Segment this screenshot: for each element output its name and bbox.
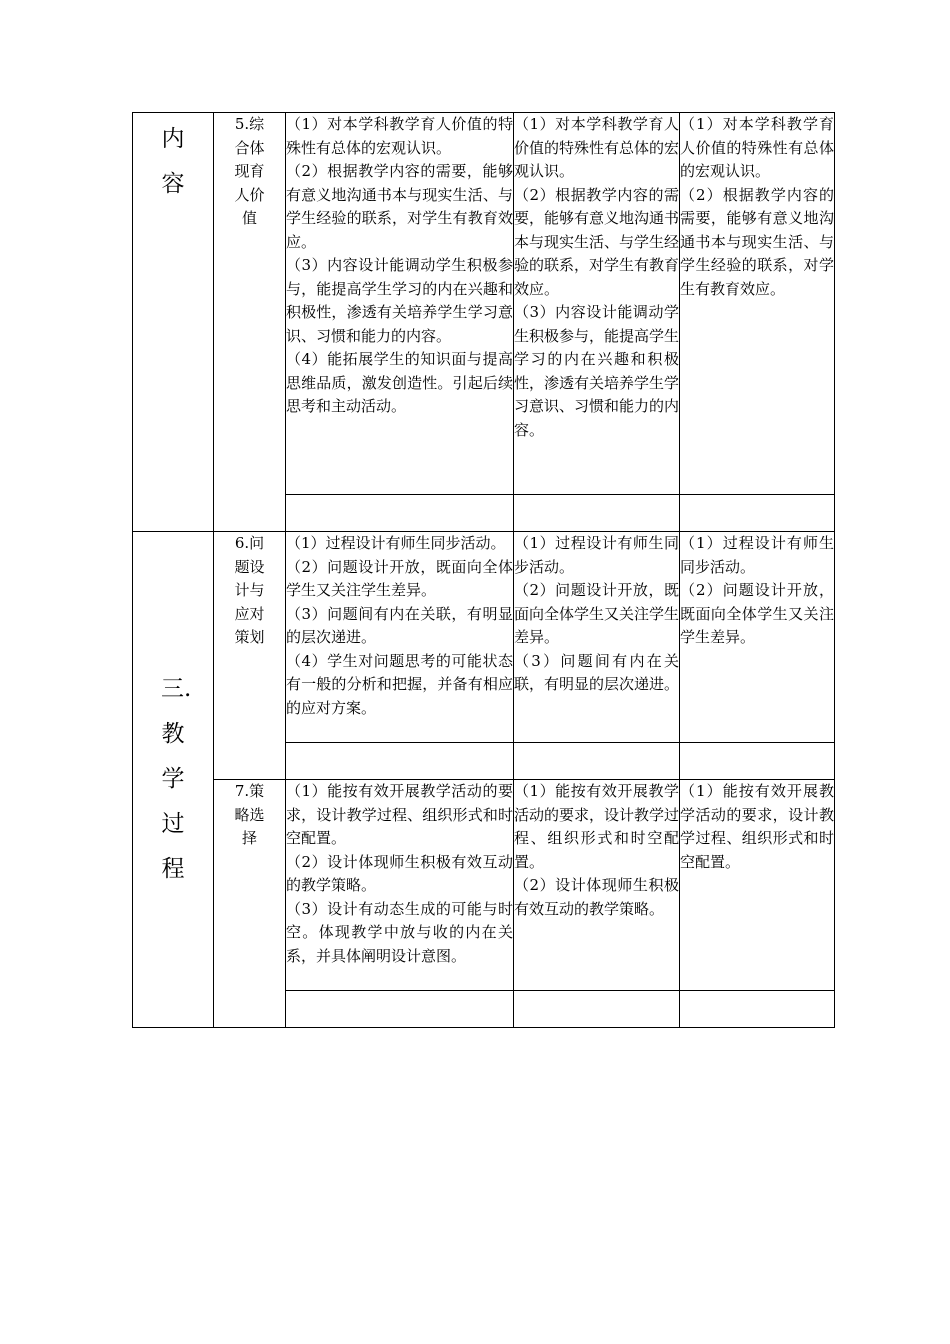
- section-process-cell: [133, 532, 214, 1028]
- empty-cell: [286, 494, 514, 531]
- criterion-label-cell: [214, 532, 286, 780]
- empty-cell: [286, 743, 514, 780]
- empty-cell: [514, 991, 680, 1028]
- criterion-text-col1: （1）对本学科教学育人价值的特殊性有总体的宏观认识。 （2）根据教学内容的需要，能够有意义地沟通书本与现实生活、与学生经验的联系，对学生有教育效应。 （3）内容设计能调动学生积极参与，能提高学生学习的内在兴趣和积极性，渗透有关培养学生学习意识、习惯和能力的内容。 （4）能拓展学生的知识面与提高思维品质，激发创造性。引起后续思考和主动活动。: [286, 113, 514, 495]
- criterion-text-col2: （1）过程设计有师生同步活动。 （2）问题设计开放，既面向全体学生又关注学生差异。 （3）问题间有内在关联，有明显的层次递进。: [514, 532, 680, 743]
- section-label: 内容: [161, 126, 185, 197]
- criterion-text-col3: （1）对本学科教学育人价值的特殊性有总体的宏观认识。 （2）根据教学内容的需要，能够有意义地沟通书本与现实生活、与学生经验的联系，对学生有教育效应。: [680, 113, 835, 495]
- table-row: [133, 532, 835, 743]
- criterion-label: 7.策略选择: [234, 782, 265, 847]
- table-row: [133, 113, 835, 495]
- evaluation-table: [132, 112, 835, 1028]
- criterion-label-cell: [214, 113, 286, 532]
- criterion-label: 5.综合体现育人价值: [234, 115, 265, 227]
- criterion-text-col1: （1）能按有效开展教学活动的要求，设计教学过程、组织形式和时空配置。 （2）设计体现师生积极有效互动的教学策略。 （3）设计有动态生成的可能与时空。体现教学中放与收的内在关系，并具体阐明设计意图。: [286, 780, 514, 991]
- criterion-text-col3: （1）过程设计有师生同步活动。 （2）问题设计开放，既面向全体学生又关注学生差异。: [680, 532, 835, 743]
- empty-cell: [514, 743, 680, 780]
- empty-cell: [680, 743, 835, 780]
- section-content-cell: [133, 113, 214, 532]
- section-label: 三.教学过程: [161, 676, 192, 882]
- criterion-text-col3: （1）能按有效开展教学活动的要求，设计教学过程、组织形式和时空配置。: [680, 780, 835, 991]
- empty-cell: [680, 494, 835, 531]
- criterion-label-cell: [214, 780, 286, 1028]
- empty-cell: [286, 991, 514, 1028]
- table-row: [133, 780, 835, 991]
- criterion-text-col2: （1）能按有效开展教学活动的要求，设计教学过程、组织形式和时空配置。 （2）设计体现师生积极有效互动的教学策略。: [514, 780, 680, 991]
- criterion-label: 6.问题设计与应对策划: [234, 534, 265, 646]
- criterion-text-col2: （1）对本学科教学育人价值的特殊性有总体的宏观认识。 （2）根据教学内容的需要，能够有意义地沟通书本与现实生活、与学生经验的联系，对学生有教育效应。 （3）内容设计能调动学生积极参与，能提高学生学习的内在兴趣和积极性，渗透有关培养学生学习意识、习惯和能力的内容。: [514, 113, 680, 495]
- criterion-text-col1: （1）过程设计有师生同步活动。 （2）问题设计开放，既面向全体学生又关注学生差异。 （3）问题间有内在关联，有明显的层次递进。 （4）学生对问题思考的可能状态有一般的分析和把握，并备有相应的应对方案。: [286, 532, 514, 743]
- empty-cell: [514, 494, 680, 531]
- empty-cell: [680, 991, 835, 1028]
